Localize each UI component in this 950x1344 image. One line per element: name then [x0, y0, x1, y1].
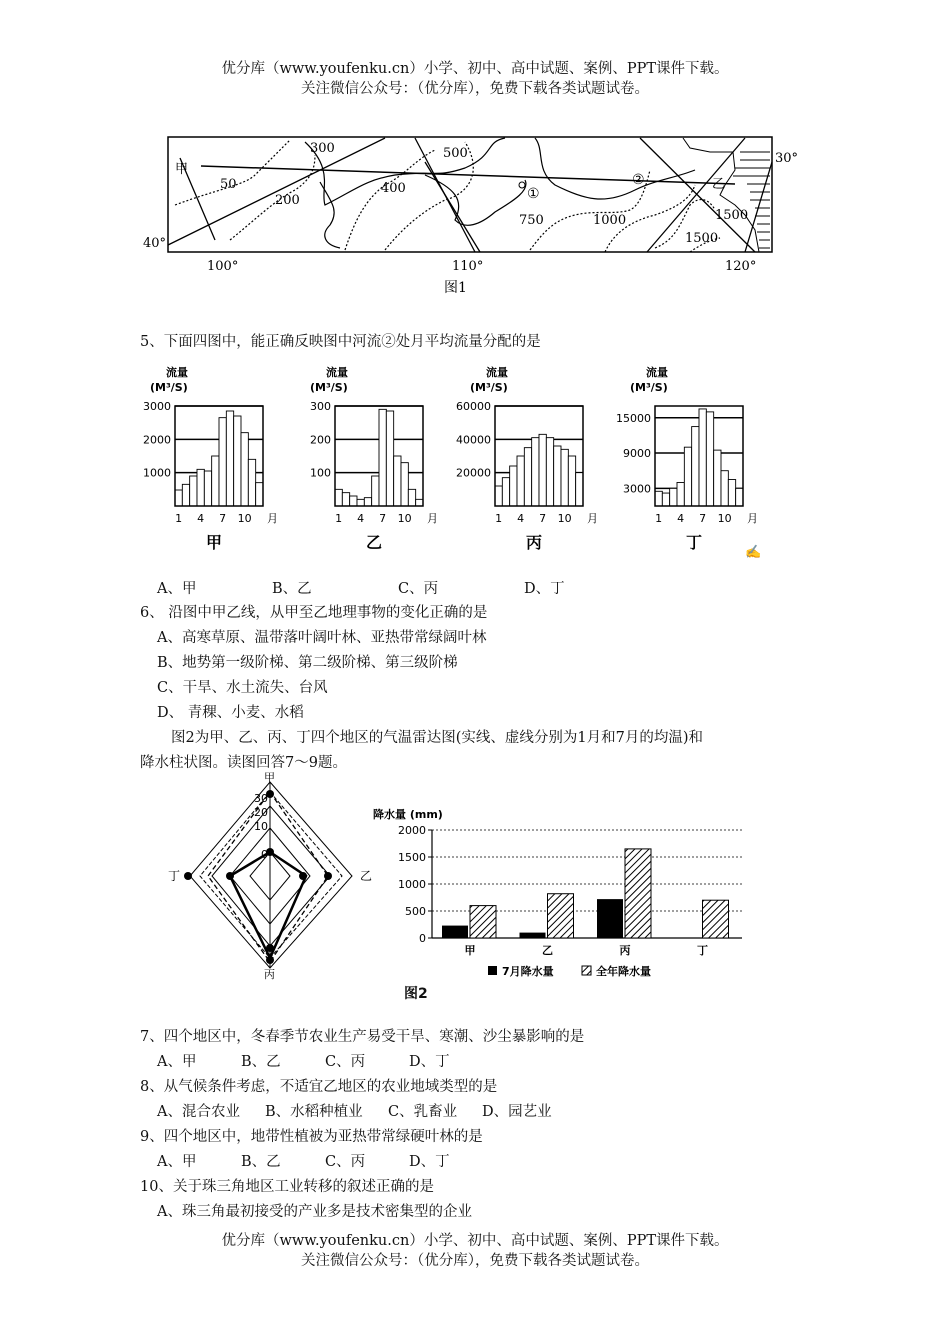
flow-charts	[130, 360, 780, 565]
flow-chart-bar	[226, 411, 233, 506]
q7-option-c[interactable]: C、丙	[325, 1054, 366, 1070]
flow-chart-bar	[714, 450, 721, 506]
q10-stem: 10、关于珠三角地区工业转移的叙述正确的是	[140, 1179, 434, 1195]
flow-chart-ylabel: 流量	[326, 366, 348, 379]
flow-chart-bar	[699, 409, 706, 506]
flow-chart-2	[310, 365, 438, 552]
flow-chart-bar	[561, 449, 568, 506]
flow-chart-bar	[721, 471, 728, 506]
flow-chart-xtick: 4	[357, 512, 365, 525]
river-mark-2: ②	[632, 172, 645, 188]
legend-july-swatch	[488, 966, 497, 975]
flow-chart-bar	[568, 456, 575, 506]
flow-chart-bar	[524, 448, 531, 506]
map-figure-1	[135, 130, 815, 300]
flow-chart-xtick: 7	[699, 512, 707, 525]
flow-chart-ytick: 20000	[456, 466, 491, 480]
q8-option-a[interactable]: A、混合农业	[157, 1104, 240, 1120]
precip-ytick: 1000	[398, 878, 426, 891]
precip-xtick: 丁	[697, 944, 708, 957]
flow-chart-bar	[175, 490, 182, 506]
q7-options	[157, 1050, 450, 1071]
flow-chart-xtick: 4	[517, 512, 525, 525]
flow-chart-bar	[335, 489, 342, 506]
precip-ytick: 500	[405, 905, 426, 918]
q7-option-d[interactable]: D、丁	[409, 1054, 450, 1070]
radar-axis-ding: 丁	[168, 869, 181, 883]
footer-line-1: 优分库（www.youfenku.cn）小学、初中、高中试题、案例、PPT课件下载。	[221, 1233, 729, 1249]
radar-scale: 10	[254, 820, 268, 833]
flow-chart-xlabel: 月	[427, 512, 438, 525]
precip-bar-annual	[548, 894, 574, 938]
flow-chart-ytick: 2000	[143, 433, 171, 447]
map-start-label: 甲	[175, 162, 189, 177]
flow-chart-ytick: 1000	[143, 466, 171, 480]
figure-2-caption: 图2	[404, 986, 428, 1002]
flow-chart-xtick: 10	[557, 512, 572, 525]
flow-chart-xtick: 7	[539, 512, 547, 525]
radar-jan-line	[230, 852, 306, 958]
precip-bar-july	[520, 933, 546, 938]
flow-chart-bar	[495, 486, 502, 506]
q6-option-a[interactable]: A、高寒草原、温带落叶阔叶林、亚热带常绿阔叶林	[157, 630, 487, 646]
precip-bar-july	[597, 899, 623, 938]
flow-chart-xtick: 1	[655, 512, 663, 525]
flow-chart-bar	[342, 493, 349, 506]
flow-chart-xtick: 1	[175, 512, 183, 525]
flow-chart-bar	[662, 493, 669, 506]
precip-ytick: 0	[419, 932, 426, 945]
precip-bar-annual	[703, 900, 729, 938]
q10-option-a[interactable]: A、珠三角最初接受的产业多是技术密集型的企业	[157, 1204, 472, 1220]
flow-chart-xlabel: 月	[747, 512, 758, 525]
flow-chart-bar	[510, 466, 517, 506]
flow-chart-xlabel: 月	[587, 512, 598, 525]
river-mark-1: ①	[527, 186, 540, 202]
flow-chart-bar	[190, 476, 197, 506]
flow-chart-xtick: 7	[219, 512, 227, 525]
flow-chart-xtick: 7	[379, 512, 387, 525]
q9-option-d[interactable]: D、丁	[409, 1154, 450, 1170]
lon-label-110: 110°	[452, 259, 484, 274]
q8-option-c[interactable]: C、乳畜业	[388, 1104, 458, 1120]
flow-chart-bar	[212, 456, 219, 506]
precip-ytick: 2000	[398, 824, 426, 837]
intro-line-2: 降水柱状图。读图回答7～9题。	[140, 755, 347, 771]
flow-chart-ytick: 100	[310, 466, 331, 480]
flow-chart-bar	[677, 482, 684, 506]
flow-chart-bar	[241, 433, 248, 506]
q7-option-b[interactable]: B、乙	[241, 1054, 281, 1070]
q8-options	[157, 1100, 552, 1121]
flow-chart-bar	[502, 478, 509, 506]
flow-chart-bar	[248, 459, 255, 506]
precip-ylabel: 降水量 (mm)	[373, 808, 443, 821]
contour-label: 1500	[715, 208, 749, 223]
flow-chart-yunit: (M³/S)	[630, 381, 668, 394]
flow-chart-bar	[350, 496, 357, 506]
q6-option-d[interactable]: D、 青稞、小麦、水稻	[157, 705, 304, 721]
legend-july-label: 7月降水量	[502, 965, 554, 978]
flow-chart-bar	[532, 438, 539, 506]
radar-chart	[160, 770, 385, 985]
flow-chart-title: 乙	[366, 533, 383, 552]
contour-label: 50	[220, 177, 237, 192]
flow-chart-title: 丁	[686, 533, 703, 552]
flow-chart-bar	[539, 434, 546, 506]
flow-chart-ytick: 300	[310, 400, 331, 413]
flow-chart-bar	[182, 484, 189, 506]
pen-icon: ✍	[745, 545, 762, 560]
flow-chart-bar	[416, 499, 423, 506]
radar-scale: 20	[254, 806, 268, 819]
q8-option-b[interactable]: B、水稻种植业	[265, 1104, 363, 1120]
precip-bar-july	[442, 926, 468, 938]
q9-stem: 9、四个地区中，地带性植被为亚热带常绿硬叶林的是	[140, 1129, 483, 1145]
q5-option-c[interactable]: C、丙	[398, 581, 439, 597]
flow-chart-xtick: 10	[237, 512, 252, 525]
flow-chart-xtick: 1	[495, 512, 503, 525]
contour-label: 1000	[593, 213, 627, 228]
flow-chart-ytick: 3000	[623, 482, 651, 496]
header-line-2: 关注微信公众号：（优分库），免费下载各类试题试卷。	[301, 81, 649, 97]
flow-chart-yunit: (M³/S)	[310, 381, 348, 394]
contour-label: 500	[443, 146, 468, 161]
contour-label: 300	[310, 141, 335, 156]
flow-chart-ytick: 9000	[623, 447, 651, 461]
flow-chart-bar	[394, 456, 401, 506]
flow-chart-bar	[546, 438, 553, 506]
flow-chart-ytick: 200	[310, 433, 331, 447]
flow-chart-ytick: 15000	[616, 411, 651, 425]
contour-label: 750	[519, 213, 544, 228]
flow-chart-xtick: 4	[197, 512, 205, 525]
flow-chart-bar	[692, 427, 699, 506]
precipitation-chart	[365, 800, 760, 985]
q9-option-c[interactable]: C、丙	[325, 1154, 366, 1170]
q9-option-a[interactable]: A、甲	[157, 1154, 197, 1170]
flow-chart-bar	[197, 469, 204, 506]
flow-chart-ylabel: 流量	[646, 366, 668, 379]
flow-chart-4	[616, 365, 758, 552]
flow-chart-yunit: (M³/S)	[150, 381, 188, 394]
q9-options	[157, 1150, 450, 1171]
flow-chart-bar	[357, 499, 364, 506]
map-caption: 图1	[444, 280, 467, 296]
flow-chart-bar	[576, 473, 583, 506]
radar-jul-line	[208, 792, 328, 962]
precip-ytick: 1500	[398, 851, 426, 864]
lon-label-120: 120°	[725, 259, 757, 274]
flow-chart-xlabel: 月	[267, 512, 278, 525]
map-end-label: 乙	[712, 177, 726, 192]
flow-chart-title: 甲	[206, 533, 223, 552]
flow-chart-bar	[401, 463, 408, 506]
radar-axis-bing: 丙	[264, 968, 275, 981]
flow-chart-xtick: 10	[717, 512, 732, 525]
flow-chart-bar	[379, 409, 386, 506]
legend-annual-label: 全年降水量	[596, 965, 651, 978]
flow-chart-bar	[670, 488, 677, 506]
precip-xtick: 丙	[619, 944, 631, 957]
flow-chart-ytick: 60000	[456, 400, 491, 413]
radar-scale: 30	[254, 792, 268, 805]
flow-chart-ytick: 3000	[143, 400, 171, 413]
q9-option-b[interactable]: B、乙	[241, 1154, 281, 1170]
flow-chart-bar	[372, 476, 379, 506]
q8-option-d[interactable]: D、园艺业	[482, 1104, 552, 1120]
flow-chart-xtick: 1	[335, 512, 343, 525]
flow-chart-bar	[256, 483, 263, 506]
q5-option-d[interactable]: D、丁	[524, 581, 565, 597]
flow-chart-bar	[655, 491, 662, 506]
q7-option-a[interactable]: A、甲	[157, 1054, 197, 1070]
q5-stem: 5、下面四图中，能正确反映图中河流②处月平均流量分配的是	[140, 334, 541, 350]
radar-axis-jia: 甲	[264, 771, 275, 784]
flow-chart-3	[456, 365, 598, 552]
flow-chart-bar	[364, 498, 371, 506]
q5-options	[157, 577, 565, 598]
flow-chart-bar	[517, 456, 524, 506]
flow-chart-ytick: 40000	[456, 433, 491, 447]
flow-chart-bar	[554, 446, 561, 506]
radar-scale: 0	[261, 848, 268, 861]
flow-chart-bar	[706, 412, 713, 506]
flow-chart-1	[143, 365, 278, 552]
precip-xtick: 甲	[464, 944, 476, 957]
flow-chart-bar	[204, 471, 211, 506]
footer-line-2: 关注微信公众号：（优分库），免费下载各类试题试卷。	[301, 1253, 649, 1269]
precip-xtick: 乙	[542, 944, 553, 957]
flow-chart-title: 丙	[526, 533, 543, 552]
radar-axis-yi: 乙	[360, 869, 373, 883]
lat-label-30: 30°	[775, 151, 799, 166]
flow-chart-bar	[219, 418, 226, 506]
q8-stem: 8、从气候条件考虑，不适宜乙地区的农业地域类型的是	[140, 1079, 498, 1095]
q5-option-a[interactable]: A、甲	[157, 581, 197, 597]
contour-label: 1500	[685, 231, 719, 246]
flow-chart-ylabel: 流量	[486, 366, 508, 379]
legend-annual-swatch	[582, 966, 591, 975]
sea-hatch	[733, 152, 770, 248]
flow-chart-bar	[386, 411, 393, 506]
flow-chart-ylabel: 流量	[166, 366, 188, 379]
lat-label-40: 40°	[143, 236, 167, 251]
contour-label: 200	[275, 193, 300, 208]
flow-chart-bar	[408, 489, 415, 506]
precip-bar-annual	[625, 849, 651, 938]
flow-chart-bar	[234, 416, 241, 506]
q6-stem: 6、 沿图中甲乙线，从甲至乙地理事物的变化正确的是	[140, 605, 488, 621]
q7-stem: 7、四个地区中，冬春季节农业生产易受干旱、寒潮、沙尘暴影响的是	[140, 1029, 585, 1045]
flow-chart-bar	[684, 447, 691, 506]
jia-yi-line	[201, 166, 735, 184]
precip-bar-annual	[470, 906, 496, 938]
intro-line-1: 图2为甲、乙、丙、丁四个地区的气温雷达图(实线、虚线分别为1月和7月的均温)和	[171, 730, 703, 746]
flow-chart-xtick: 4	[677, 512, 685, 525]
contour-label: 400	[381, 181, 406, 196]
flow-chart-yunit: (M³/S)	[470, 381, 508, 394]
lon-label-100: 100°	[207, 259, 239, 274]
flow-chart-bar	[728, 480, 735, 506]
header-line-1: 优分库（www.youfenku.cn）小学、初中、高中试题、案例、PPT课件下载。	[221, 61, 729, 77]
q5-option-b[interactable]: B、乙	[272, 581, 312, 597]
q6-option-c[interactable]: C、干旱、水土流失、台风	[157, 680, 328, 696]
flow-chart-bar	[736, 488, 743, 506]
q6-option-b[interactable]: B、地势第一级阶梯、第二级阶梯、第三级阶梯	[157, 655, 458, 671]
flow-chart-xtick: 10	[397, 512, 412, 525]
